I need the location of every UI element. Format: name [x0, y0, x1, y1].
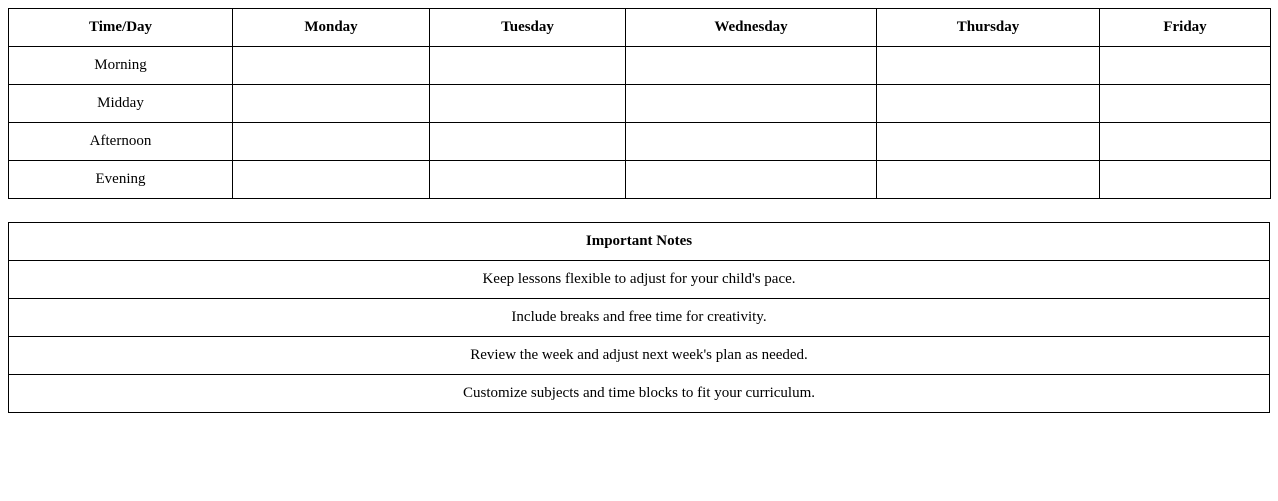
schedule-cell[interactable] [877, 161, 1100, 199]
day-header-monday: Monday [233, 9, 430, 47]
schedule-cell[interactable] [430, 47, 626, 85]
schedule-cell[interactable] [233, 123, 430, 161]
schedule-cell[interactable] [626, 161, 877, 199]
note-item: Keep lessons flexible to adjust for your child's pace. [9, 261, 1270, 299]
schedule-cell[interactable] [233, 85, 430, 123]
note-row [9, 299, 1270, 337]
notes-header-row [9, 223, 1270, 261]
note-row [9, 337, 1270, 375]
notes-title: Important Notes [9, 223, 1270, 261]
schedule-cell[interactable] [626, 85, 877, 123]
schedule-cell[interactable] [233, 47, 430, 85]
time-day-header: Time/Day [9, 9, 233, 47]
schedule-cell[interactable] [1100, 47, 1271, 85]
note-row [9, 261, 1270, 299]
schedule-cell[interactable] [1100, 123, 1271, 161]
note-item: Customize subjects and time blocks to fit your curriculum. [9, 375, 1270, 413]
note-item: Include breaks and free time for creativity. [9, 299, 1270, 337]
schedule-cell[interactable] [1100, 85, 1271, 123]
schedule-row-morning [9, 47, 1271, 85]
schedule-cell[interactable] [430, 161, 626, 199]
day-header-wednesday: Wednesday [626, 9, 877, 47]
schedule-cell[interactable] [626, 47, 877, 85]
schedule-cell[interactable] [1100, 161, 1271, 199]
schedule-cell[interactable] [626, 123, 877, 161]
schedule-row-midday [9, 85, 1271, 123]
time-slot-label: Midday [9, 85, 233, 123]
schedule-cell[interactable] [430, 123, 626, 161]
schedule-row-afternoon [9, 123, 1271, 161]
note-item: Review the week and adjust next week's plan as needed. [9, 337, 1270, 375]
important-notes-table [8, 222, 1270, 413]
time-slot-label: Morning [9, 47, 233, 85]
weekly-schedule-table [8, 8, 1271, 199]
schedule-cell[interactable] [233, 161, 430, 199]
schedule-row-evening [9, 161, 1271, 199]
schedule-cell[interactable] [877, 47, 1100, 85]
schedule-cell[interactable] [877, 85, 1100, 123]
time-slot-label: Evening [9, 161, 233, 199]
schedule-cell[interactable] [877, 123, 1100, 161]
schedule-cell[interactable] [430, 85, 626, 123]
time-slot-label: Afternoon [9, 123, 233, 161]
note-row [9, 375, 1270, 413]
day-header-tuesday: Tuesday [430, 9, 626, 47]
schedule-header-row [9, 9, 1271, 47]
day-header-thursday: Thursday [877, 9, 1100, 47]
day-header-friday: Friday [1100, 9, 1271, 47]
